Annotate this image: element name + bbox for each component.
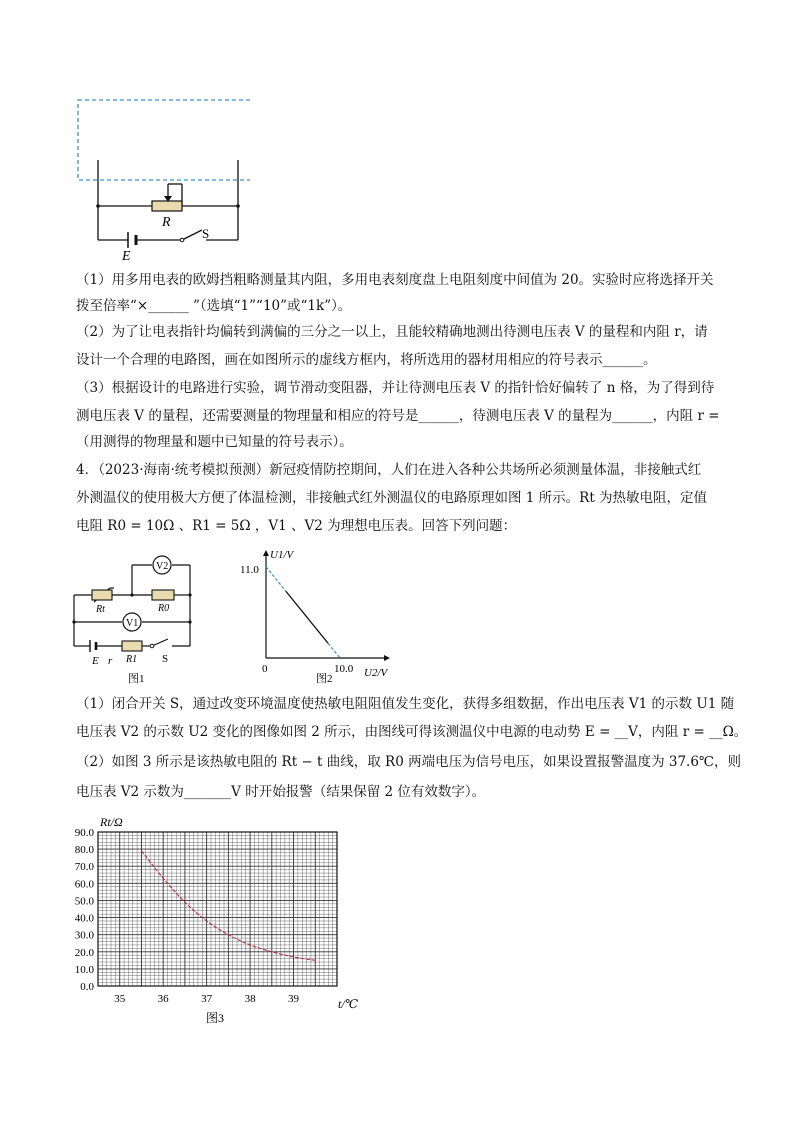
label-R: R [162,215,171,230]
q4-line1: 4．（2023·海南·统考模拟预测）新冠疫情防控期间，人们在进入各种公共场所必须测量体温，非接触式红 [76,462,702,478]
fig3-xtick-label: 39 [288,993,300,1005]
fig1-S-label: S [162,653,169,665]
fig3-caption: 图3 [206,1011,225,1025]
dashed-design-box [78,100,250,180]
part3-line3: （用测得的物理量和题中已知量的符号表示）。 [76,434,353,450]
label-E: E [122,249,131,264]
figure-3-chart [60,808,380,1030]
fig1-V1-label: V1 [126,618,139,629]
fig3-xlabel: t/℃ [338,997,359,1011]
fig3-xtick-label: 36 [157,993,169,1005]
fig3-ytick-label: 60.0 [74,878,94,891]
q4p2-line2: 电压表 V2 示数为_______V 时开始报警（结果保留 2 位有效数字）。 [76,784,486,800]
fig2-data-line [286,591,328,643]
fig2-extrapolation-dash-bottom [328,643,340,658]
fig2-caption: 图2 [316,673,333,685]
label-S: S [202,226,210,241]
fig1-R0-label: R0 [158,603,170,614]
part2-line2: 设计一个合理的电路图，画在如图所示的虚线方框内，将所选用的器材用相应的符号表示______。 [76,352,657,368]
fig3-ytick-label: 70.0 [74,861,94,874]
fig3-ytick-label: 10.0 [74,963,94,976]
fig3-ylabel: Rt/Ω [100,815,123,829]
fig1-E-label: E [92,655,99,667]
fig3-ytick-label: 0.0 [80,981,94,993]
fig1-caption: 图1 [128,673,145,685]
fig3-ytick-label: 20.0 [74,946,94,959]
fig2-y-intercept: 11.0 [240,564,259,576]
part3-line2: 测电压表 V 的量程，还需要测量的物理量和相应的符号是______，待测电压表 V 的量程为______，内阻 r = [76,408,720,424]
q4-line2: 外测温仪的使用极大方便了体温检测，非接触式红外测温仪的电路原理如图 1 所示。Rt 为热敏电阻，定值 [76,490,708,506]
part1-line2: 拨至倍率“×______ ”（选填“1”“10”或“1k”）。 [76,298,352,314]
q4p1-line1: （1）闭合开关 S，通过改变环境温度使热敏电阻阻值发生变化，获得多组数据，作出电压表 V1 的示数 U1 随 [76,696,735,712]
fig1-V2-label: V2 [156,561,169,572]
figure-1-circuit [66,548,206,688]
fig2-extrapolation-dash-top [266,567,286,592]
part1-line1: （1）用多用电表的欧姆挡粗略测量其内阻，多用电表刻度盘上电阻刻度中间值为 20。实验时应将选择开关 [76,272,714,288]
part2-line1: （2）为了让电表指针均偏转到满偏的三分之一以上，且能较精确地测出待测电压表 V 的量程和内阻 r，请 [76,324,708,340]
fig3-ytick-label: 50.0 [74,895,94,908]
fig1-r-label: r [108,655,113,667]
fig2-ylabel: U1/V [270,549,294,561]
fig2-origin: 0 [262,663,268,675]
fig1-R1-label: R1 [126,654,138,665]
rheostat-R [152,201,182,211]
fig3-ytick-label: 80.0 [74,844,94,857]
q4p1-line2: 电压表 V2 的示数 U2 变化的图像如图 2 所示，由图线可得该测温仪中电源的电动势 E = __V，内阻 r = __Ω。 [76,724,748,740]
q4-line3: 电阻 R0 = 10Ω 、R1 = 5Ω ，V1 、V2 为理想电压表。回答下列问题： [76,518,517,534]
top-circuit-figure [70,92,250,264]
fig3-xtick-label: 37 [201,993,213,1005]
fig3-ytick-label: 40.0 [74,912,94,925]
part3-line1: （3）根据设计的电路进行实验，调节滑动变阻器，并让待测电压表 V 的指针恰好偏转了 n 格，为了得到待 [76,380,715,396]
fig3-xtick-label: 35 [114,993,126,1005]
figure-2-chart [234,548,404,688]
fig3-xtick-label: 38 [244,993,256,1005]
fig1-Rt-label: Rt [96,604,105,615]
fig2-xlabel: U2/V [364,667,388,679]
q4p2-line1: （2）如图 3 所示是该热敏电阻的 Rt − t 曲线，取 R0 两端电压为信号电压，如果设置报警温度为 37.6℃，则 [76,754,742,770]
fig3-ytick-label: 90.0 [74,827,94,839]
fig3-ytick-label: 30.0 [74,929,94,942]
fig2-x-intercept: 10.0 [334,663,354,675]
